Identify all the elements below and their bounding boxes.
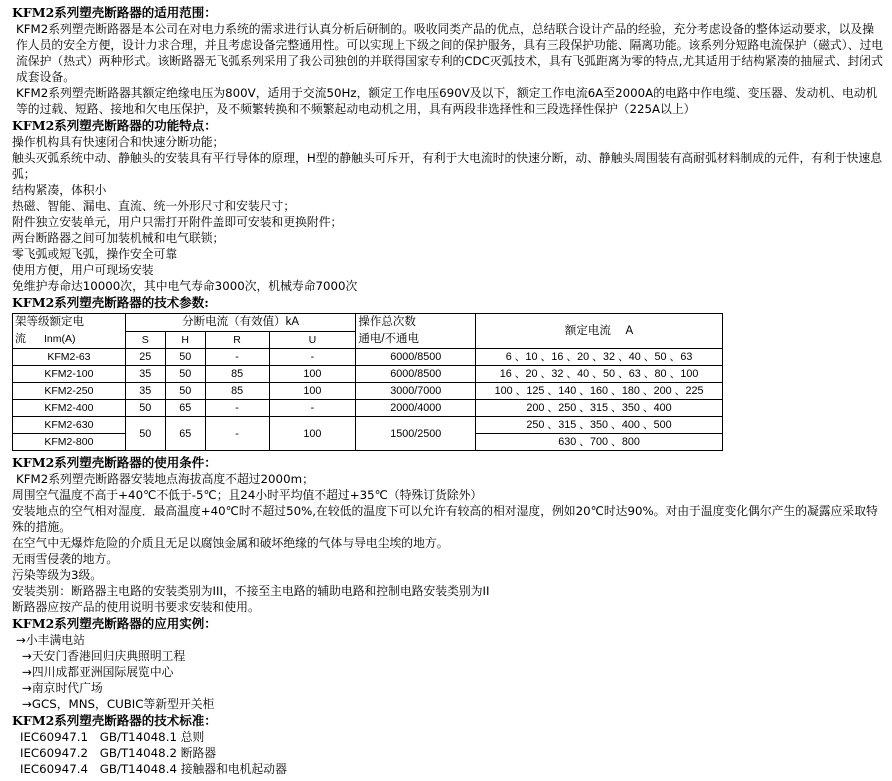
scope-paragraph-2: KFM2系列塑壳断路器其额定绝缘电压为800V，适用于交流50Hz，额定工作电压690V及以下，额定工作电流6A至2000A的电路中作电缆、变压器、发动机、电动机等的过载、短路、接地和欠电压保护，及不频繁转换和不频繁起动电动机之用，具有两段非选择性和三段选择性保护（225A以上） [16,86,878,116]
r-cell: 85 [205,366,269,383]
rated-current-header: 额定电流 A [476,314,723,349]
condition-line: 断路器应按产品的使用说明书要求安装和使用。 [12,600,260,614]
model-cell: KFM2-800 [13,434,126,451]
ops-cell: 3000/7000 [356,383,476,400]
h-cell: 50 [165,349,205,366]
u-cell: - [269,349,356,366]
standard-item: IEC60947.4 GB/T14048.4 接触器和电机起动器 [20,762,287,776]
conditions-heading: KFM2系列塑壳断路器的使用条件： [12,455,217,470]
category-header: 架等级额定电 流 Inm(A) [13,314,126,349]
condition-line: KFM2系列塑壳断路器安装地点海拔高度不超过2000m； [16,472,314,486]
ops-cell: 2000/4000 [356,400,476,417]
model-cell: KFM2-250 [13,383,126,400]
table-row [13,400,723,417]
h-cell: 65 [165,400,205,417]
case-item: →四川成都亚洲国际展览中心 [22,665,174,679]
feature-line: 两台断路器之间可加装机械和电气联锁； [12,231,225,245]
case-item: →天安门香港回归庆典照明工程 [22,649,186,663]
feature-line: 零飞弧或短飞弧，操作安全可靠 [12,247,178,261]
document-page [12,4,884,777]
col-h-header: H [165,331,205,349]
ops-cell: 6000/8500 [356,349,476,366]
rated-cell: 630 、700 、800 [476,434,723,451]
r-cell: 85 [205,383,269,400]
model-cell: KFM2-63 [13,349,126,366]
s-cell: 25 [125,349,165,366]
table-row [13,349,723,366]
rated-cell: 250 、315 、350 、400 、500 [476,417,723,434]
feature-line: 热磁、智能、漏电、直流、统一外形尺寸和安装尺寸； [12,199,296,213]
standard-item: IEC60947.1 GB/T14048.1 总则 [20,730,205,744]
rated-cell: 16 、20 、32 、40 、50 、63 、80 、100 [476,366,723,383]
model-cell: KFM2-400 [13,400,126,417]
col-u-header: U [269,331,356,349]
table-row [13,366,723,383]
table-header-row [13,314,723,332]
condition-line: 周围空气温度不高于+40℃不低于-5℃；且24小时平均值不超过+35℃（特殊订货除外） [12,488,483,502]
rated-cell: 100 、125 、140 、160 、180 、200 、225 [476,383,723,400]
standard-item: IEC60947.2 GB/T14048.2 断路器 [20,746,217,760]
model-cell: KFM2-100 [13,366,126,383]
case-item: →GCS，MNS，CUBIC等新型开关柜 [22,697,215,711]
operations-header: 操作总次数 通电/不通电 [356,314,476,349]
case-item: →小丰满电站 [16,633,85,647]
rated-cell: 200 、250 、315 、350 、400 [476,400,723,417]
r-cell: - [205,417,269,451]
r-cell: - [205,349,269,366]
rated-cell: 6 、10 、16 、20 、32 、40 、50 、63 [476,349,723,366]
breaking-current-header: 分断电流（有效值）kA [125,314,356,332]
condition-line: 安装类别：断路器主电路的安装类别为III，不接至主电路的辅助电路和控制电路安装类别为II [12,584,490,598]
condition-line: 污染等级为3级。 [12,568,103,582]
feature-line: 操作机构具有快速闭合和快速分断功能； [12,135,225,149]
s-cell: 35 [125,366,165,383]
case-item: →南京时代广场 [22,681,103,695]
u-cell: 100 [269,366,356,383]
model-cell: KFM2-630 [13,417,126,434]
cases-heading: KFM2系列塑壳断路器的应用实例： [12,616,217,631]
h-cell: 50 [165,366,205,383]
col-r-header: R [205,331,269,349]
s-cell: 50 [125,417,165,451]
s-cell: 35 [125,383,165,400]
feature-line: 免维护寿命达10000次，其中电气寿命3000次，机械寿命7000次 [12,279,358,293]
condition-line: 安装地点的空气相对湿度．最高温度+40℃时不超过50%,在较低的温度下可以允许有较高的相对湿度，例如20℃时达90%。对由于温度变化偶尔产生的凝露应采取特殊的措施。 [12,504,878,534]
h-cell: 65 [165,417,205,451]
standards-heading: KFM2系列塑壳断路器的技术标准： [12,713,217,728]
feature-line: 结构紧凑，体积小 [12,183,107,197]
condition-line: 在空气中无爆炸危险的介质且无足以腐蚀金属和破坏绝缘的气体与导电尘埃的地方。 [12,536,449,550]
u-cell: - [269,400,356,417]
spec-table [12,313,723,451]
scope-paragraph-1: KFM2系列塑壳断路器是本公司在对电力系统的需求进行认真分析后研制的。吸收同类产品的优点，总结联合设计产品的经验，充分考虑设备的整体运动要求，以及操作人员的安全方便，设计力求合理，并且考虑设备完整通用性。可以实现上下级之间的保护服务，具有三段保护功能、隔离功能。该系列分短路电流保护（磁式）、过电流保护（热式）两种形式。该断路器无飞弧系列采用了我公司独创的并联得国家专利的CDC灭弧技术，具有飞弧距离为零的特点,尤其适用于结构紧凑的抽屉式、封闭式成套设备。 [16,22,884,84]
col-s-header: S [125,331,165,349]
table-row [13,383,723,400]
u-cell: 100 [269,383,356,400]
s-cell: 50 [125,400,165,417]
u-cell: 100 [269,417,356,451]
table-row [13,417,723,434]
ops-cell: 1500/2500 [356,417,476,451]
r-cell: - [205,400,269,417]
condition-line: 无雨雪侵袭的地方。 [12,552,119,566]
feature-line: 触头灭弧系统中动、静触头的安装具有平行导体的原理，H型的静触头可斥开，有利于大电流时的快速分断，动、静触头周围装有高耐弧材料制成的元件，有利于快速息弧； [12,151,883,181]
ops-cell: 6000/8500 [356,366,476,383]
feature-line: 附件独立安装单元，用户只需打开附件盖即可安装和更换附件； [12,215,343,229]
feature-line: 使用方便，用户可现场安装 [12,263,154,277]
params-heading: KFM2系列塑壳断路器的技术参数: [12,295,209,310]
h-cell: 50 [165,383,205,400]
features-heading: KFM2系列塑壳断路器的功能特点： [12,118,217,133]
scope-heading: KFM2系列塑壳断路器的适用范围： [12,5,217,20]
